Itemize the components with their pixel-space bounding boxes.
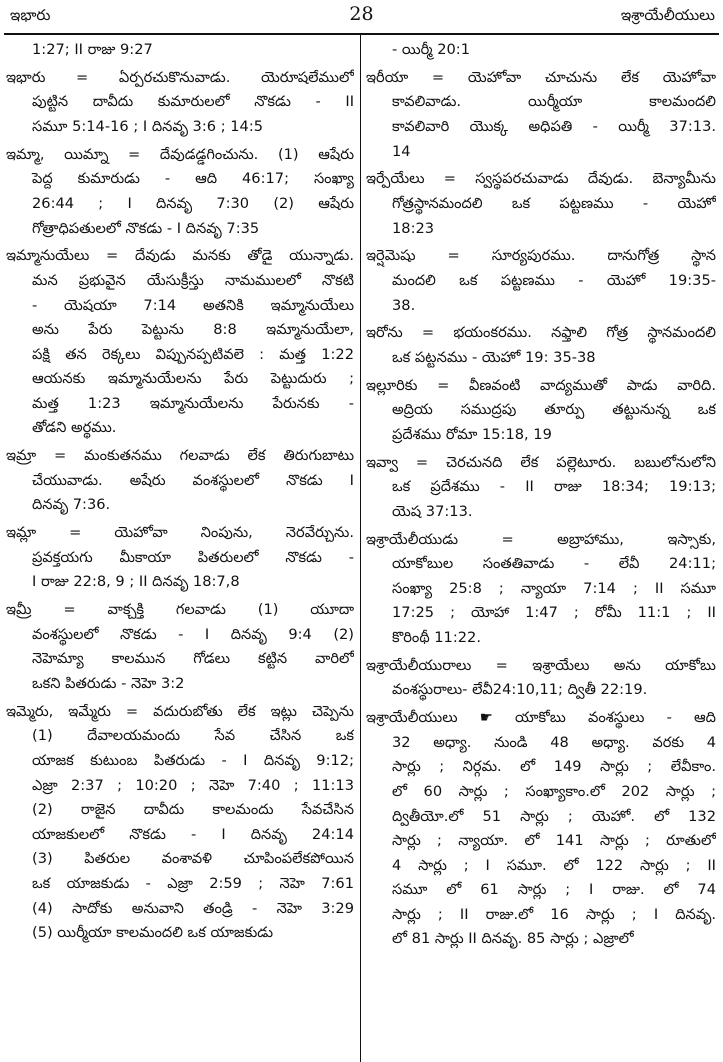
entry-line: 26:44 ; I దినవృ 7:30 (2) ఆషేరు xyxy=(32,194,354,212)
page-header xyxy=(0,0,723,34)
dictionary-entry xyxy=(366,66,716,164)
entry-line: ఒకని పితరుడు - నెహె 3:2 xyxy=(32,674,185,692)
entry-line: నెహెమ్యా కాలమున గోడలు కట్టిన వారిలో xyxy=(32,650,354,668)
dictionary-entry xyxy=(366,706,716,952)
entry-line: 38. xyxy=(392,296,416,314)
entry-line: మందలి ఒక పట్టణము - యెహో 19:35- xyxy=(392,271,716,289)
entry-line: కొరింథీ 11:22. xyxy=(392,628,481,646)
entry-line: ఇభారు = ఏర్పరచుకొనువాడు. యెరూషలేములో xyxy=(6,68,354,86)
dictionary-entry xyxy=(6,143,354,241)
header-last-word: ఇశ్రాయేలీయులు xyxy=(620,6,715,24)
dictionary-entry xyxy=(6,700,354,946)
entry-line: ద్వితీయో.లో 51 సార్లు ; యెహో. లో 132 xyxy=(392,807,716,825)
dictionary-entry xyxy=(366,654,716,703)
entry-line: ఆయనకు ఇమ్మానుయేలను పేరు పెట్టుదురు ; xyxy=(32,370,354,388)
entry-line: వంశస్థులలో నొకడు - I దినవృ 9:4 (2) xyxy=(32,625,354,643)
entry-line: ఇమ్లా = యెహోవా నింపును, నెరవేర్చును. xyxy=(6,524,354,542)
entry-line: ఇమ్మా, యిమ్నా = దేవుడడ్డగించును. (1) ఆషేరు xyxy=(6,145,354,163)
entry-line: కావలివారి యొక్క అధిపతి - యిర్మీ 37:13. xyxy=(392,117,716,135)
entry-line: ఇరీయా = యెహోవా చూచును లేక యెహోవా xyxy=(366,68,716,86)
dictionary-entry xyxy=(366,528,716,651)
entry-line: 18:23 xyxy=(392,219,435,237)
left-column xyxy=(6,38,354,949)
header-rule xyxy=(4,33,719,35)
entry-line: ప్రదేశము రోమా 15:18, 19 xyxy=(392,425,552,443)
page-number: 28 xyxy=(349,3,374,25)
entry-line: సంఖ్యా 25:8 ; న్యాయా 7:14 ; II సమూ xyxy=(392,579,716,597)
right-column xyxy=(366,38,716,955)
entry-line: దినవృ 7:36. xyxy=(32,496,111,514)
entry-line: అద్రియ సముద్రపు తూర్పు తట్టునున్న ఒక xyxy=(392,401,716,419)
entry-line: సమూ లో 61 సార్లు ; I రాజు. లో 74 xyxy=(392,881,716,899)
entry-line: ఇల్లూరికు = వీణవంటి వాద్యముతో పాడు వారిది. xyxy=(366,376,716,394)
entry-line: ఇవ్వా = చెరచునది లేక పల్లెటూరు. బబులోనులోని xyxy=(366,453,716,471)
dictionary-entry xyxy=(6,444,354,518)
entry-line: (4) సాదోకు అనువాని తండ్రి - నెహె 3:29 xyxy=(32,899,354,917)
entry-line: 1:27; II రాజు 9:27 xyxy=(32,41,153,58)
entry-line: ఇమ్మెరు, ఇమ్మేరు = వదురుబోతు లేక ఇట్లు చెప్పెను xyxy=(6,702,354,720)
entry-line: ఇమ్రా = మంకుతనము గలవాడు లేక తిరుగుబాటు xyxy=(6,447,354,465)
header-first-word: ఇభారు xyxy=(10,6,51,24)
dictionary-entry xyxy=(366,451,716,525)
entry-line: యాజక కుటుంబ పితరుడు - I దినవృ 9:12; xyxy=(32,751,354,769)
entry-line: పెద్ద కుమారుడు - ఆది 46:17; సంఖ్యా xyxy=(32,170,354,188)
entry-line: సార్లు ; న్యాయా. లో 141 సార్లు ; రూతులో xyxy=(392,832,716,850)
entry-line: మన ప్రభువైన యేసుక్రీస్తు నామములలో నొకటి xyxy=(32,271,354,289)
entry-line: ఇర్పేయేలు = స్వస్థపరచువాడు దేవుడు. బెన్యామీను xyxy=(366,170,716,188)
entry-line: వంశస్థురాలు- లేవీ24:10,11; ద్వితీ 22:19. xyxy=(392,681,648,699)
dictionary-entry xyxy=(6,598,354,696)
entry-line: చేయువాడు. అషేరు వంశస్థులలో నొకడు I xyxy=(32,471,354,489)
entry-line: (3) పితరుల వంశావళి చూపింపలేకపోయిన xyxy=(32,850,354,868)
entry-line: సార్లు ; నిర్గమ. లో 149 సార్లు ; లేవీకాం. xyxy=(392,758,716,776)
entry-line: - యెషయా 7:14 అతనికి ఇమ్మానుయేలు xyxy=(32,296,354,314)
entry-line: పక్షి తన రెక్కలు విప్పునప్పటివలె : మత్త 1:22 xyxy=(32,345,354,363)
entry-line: - యిర్మీ 20:1 xyxy=(392,41,470,58)
entry-line: 14 xyxy=(392,142,411,160)
dictionary-entry xyxy=(366,167,716,241)
entry-line: ఇమ్మానుయేలు = దేవుడు మనకు తోడై యున్నాడు. xyxy=(6,247,354,265)
entry-line: 32 అధ్యా. నుండి 48 అధ్యా. వరకు 4 xyxy=(392,733,716,751)
entry-line: ఇశ్రాయేలీయుడు = అబ్రాహాము, ఇస్సాకు, xyxy=(366,530,716,548)
entry-line: పుట్టిన దావీదు కుమారులలో నొకడు - II xyxy=(32,93,354,111)
entry-line: (1) దేవాలయమందు సేవ చేసిన ఒక xyxy=(32,727,354,745)
entry-line: ఇశ్రాయేలీయులు ☛ యాకోబు వంశస్థులు - ఆది xyxy=(366,709,716,727)
dictionary-entry xyxy=(6,521,354,595)
entry-line: ఇరోను = భయంకరము. నఫ్తాలి గోత్ర స్థానమందలి xyxy=(366,324,716,342)
dictionary-entry xyxy=(366,244,716,318)
column-divider xyxy=(360,35,361,1062)
entry-line: 4 సార్లు ; I సమూ. లో 122 సార్లు ; II xyxy=(392,856,716,874)
entry-line: I రాజు 22:8, 9 ; II దినవృ 18:7,8 xyxy=(32,573,240,591)
entry-line: మత్త 1:23 ఇమ్మానుయేలను పేరునకు - xyxy=(32,394,354,412)
entry-line: ఇశ్రాయేలీయురాలు = ఇశ్రాయేలు అను యాకోబు xyxy=(366,656,716,674)
dictionary-entry xyxy=(6,244,354,441)
entry-line: (5) యిర్మీయా కాలమందలి ఒక యాజకుడు xyxy=(32,924,274,942)
entry-line: సమూ 5:14-16 ; I దినవృ 3:6 ; 14:5 xyxy=(32,117,264,135)
entry-line: (2) రాజైన దావీదు కాలమందు సేవచేసిన xyxy=(32,801,354,819)
entry-line: గోత్రస్థానమందలి ఒక పట్టణము - యెహో xyxy=(392,194,716,212)
entry-line: సార్లు ; II రాజు.లో 16 సార్లు ; I దినవృ. xyxy=(392,905,716,923)
entry-line: ఎజ్రా 2:37 ; 10:20 ; నెహె 7:40 ; 11:13 xyxy=(32,776,354,794)
entry-line: ప్రవక్తయగు మీకాయా పితరులలో నొకడు - xyxy=(32,548,354,566)
entry-line: యెష 37:13. xyxy=(392,502,473,520)
dictionary-entry xyxy=(366,321,716,370)
entry-line: యాజకులలో నొకడు - I దినవృ 24:14 xyxy=(32,825,354,843)
entry-line: ఇర్షెమెషు = సూర్యపురము. దానుగోత్ర స్థాన xyxy=(366,247,716,265)
dictionary-entry xyxy=(6,38,354,63)
entry-line: కావలివాడు. యిర్మీయా కాలమందలి xyxy=(392,93,716,111)
dictionary-entry xyxy=(366,38,716,63)
entry-line: తోడని అర్థము. xyxy=(32,419,117,437)
entry-line: ఒక యాజకుడు - ఎజ్రా 2:59 ; నెహె 7:61 xyxy=(32,874,354,892)
entry-line: ఇమ్రీ = వాక్చక్తి గలవాడు (1) యూదా xyxy=(6,601,354,619)
entry-line: గోత్రాధిపతులలో నొకడు - I దినవృ 7:35 xyxy=(32,219,260,237)
dictionary-entry xyxy=(6,66,354,140)
entry-line: 17:25 ; యోహా 1:47 ; రోమీ 11:1 ; II xyxy=(392,604,716,622)
entry-line: లో 60 సార్లు ; సంఖ్యాకాం.లో 202 సార్లు ; xyxy=(392,782,716,800)
entry-line: యాకోబుల సంతతివాడు - లేవీ 24:11; xyxy=(392,555,716,573)
dictionary-entry xyxy=(366,374,716,448)
entry-line: లో 81 సార్లు II దినవృ. 85 సార్లు ; ఎజ్రాలో xyxy=(392,930,634,948)
entry-line: అను పేరు పెట్టును 8:8 ఇమ్మానుయేలా, xyxy=(32,321,354,339)
entry-line: ఒక పట్టనము - యెహో 19: 35-38 xyxy=(392,348,596,366)
entry-line: ఒక ప్రదేశము - II రాజు 18:34; 19:13; xyxy=(392,478,716,496)
